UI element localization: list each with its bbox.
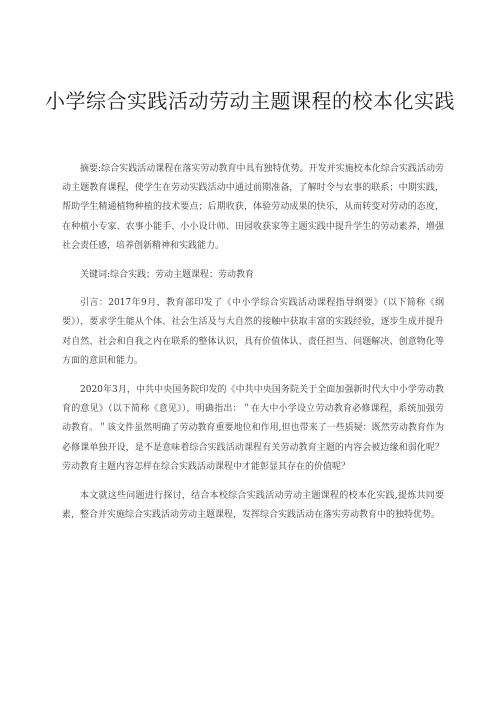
document-title: 小学综合实践活动劳动主题课程的校本化实践 xyxy=(45,89,455,113)
body-paragraph-purpose: 本文就这些问题进行探讨，结合本校综合实践活动劳动主题课程的校本化实践,提炼共同要素，整合并实施综合实践活动劳动主题课程，发挥综合实践活动在落实劳动教育中的独特优势。 xyxy=(62,491,444,521)
abstract-label: 摘要: xyxy=(80,164,102,174)
keywords-text: 综合实践；劳动主题课程；劳动教育 xyxy=(110,270,255,281)
keywords-paragraph xyxy=(62,266,444,285)
introduction-paragraph: 引言：2017年9月，教育部印发了《中小学综合实践活动课程指导纲要》（以下简称《纲要》），要求学生能从个体、社会生活及与大自然的接触中获取丰富的实践经验，逐步生成并提升对自然、社会和自我之内在联系的整体认识，具有价值体认、责任担当、问题解决、创意物化等方面的意识和能力。 xyxy=(62,298,444,366)
document-body xyxy=(62,160,444,535)
body-paragraph-policy: 2020年3月，中共中央国务院印发的《中共中央国务院关于全面加强新时代大中小学劳动教育的意见》（以下简称《意见》），明确指出：＂在大中小学设立劳动教育必修课程，系统加强劳动教育。＂该文件虽然明确了劳动教育重要地位和作用,但也带来了一些质疑：既然劳动教育作为必修课单独开设，是不是意味着综合实践活动课程有关劳动教育主题的内容会被边缘和弱化呢？劳动教育主题内容怎样在综合实践活动课程中才能彰显其存在的价值呢？ xyxy=(62,385,444,472)
abstract-paragraph xyxy=(62,160,444,256)
keywords-label: 关键词: xyxy=(80,270,111,281)
abstract-text: 综合实践活动课程在落实劳动教育中具有独特优势。开发并实施校本化综合实践活动劳动主题教育课程，使学生在劳动实践活动中通过前期准备，了解时令与农事的联系；中期实践，帮助学生精通植物种植的技术要点；后期收获，体验劳动成果的快乐，从而转变对劳动的态度，在种植小专家、农事小能手、小小设计师、田园收获家等主题实践中提升学生的劳动素养，增强社会责任感，培养创新精神和实践能力。 xyxy=(62,164,444,251)
